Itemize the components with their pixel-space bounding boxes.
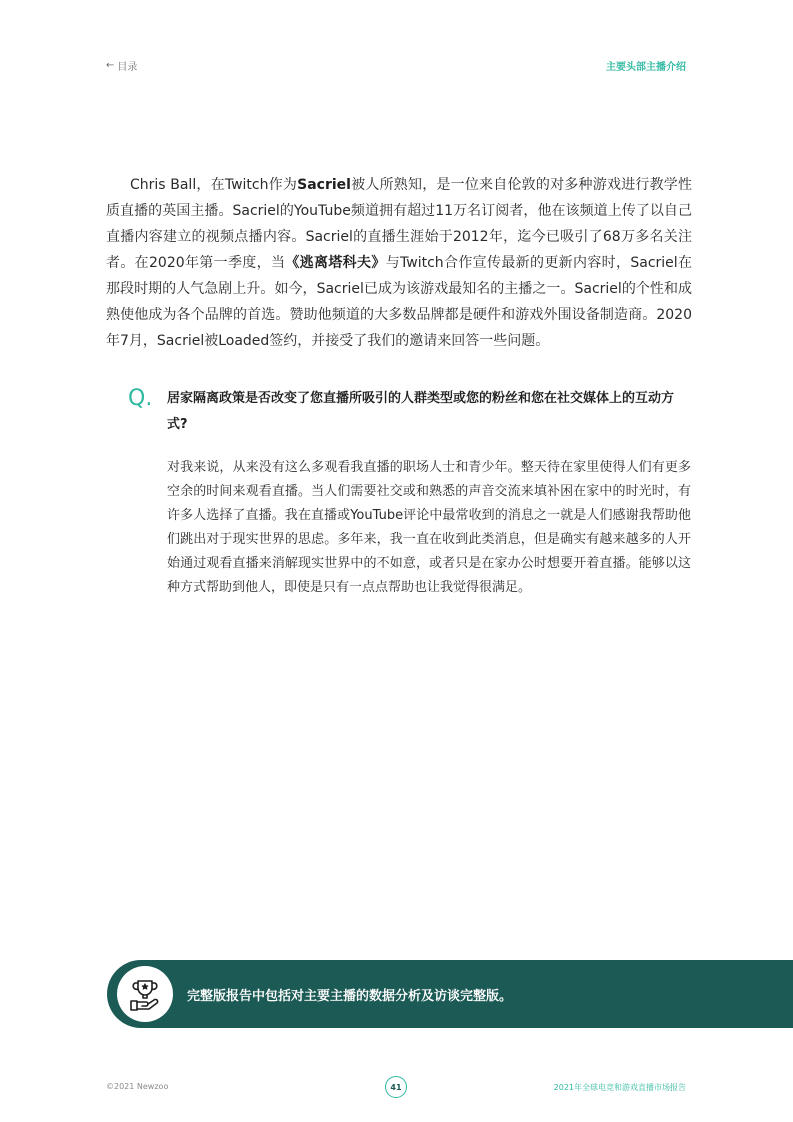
interview-answer: 对我来说，从来没有这么多观看我直播的职场人士和青少年。整天待在家里使得人们有更多空余的时间来观看直播。当人们需要社交或和熟悉的声音交流来填补困在家中的时光时，有许多人选择了直播。我在直播或YouTube评论中最常收到的消息之一就是人们感谢我帮助他们跳出对于现实世界的思虑。多年来，我一直在收到此类消息，但是确实有越来越多的人开始通过观看直播来消解现实世界中的不如意，或者只是在家办公时想要开着直播。能够以这种方式帮助到他人，即使是只有一点点帮助也让我觉得很满足。 — [167, 460, 691, 595]
report-title: 2021年全球电竞和游戏直播市场报告 — [553, 1083, 686, 1092]
back-to-contents-link[interactable] — [106, 58, 137, 73]
interview-question: 居家隔离政策是否改变了您直播所吸引的人群类型或您的粉丝和您在社交媒体上的互动方式? — [167, 391, 675, 432]
intro-game-title-bold: 《逃离塔科夫》 — [285, 255, 386, 271]
arrow-left-icon: ← — [106, 60, 115, 71]
full-report-banner — [107, 960, 793, 1028]
question-mark-label: Q. — [128, 386, 153, 411]
intro-text-3: 与Twitch合作宣传最新的更新内容时，Sacriel在那段时期的人气急剧上升。如今，Sacriel已成为该游戏最知名的主播之一。Sacriel的个性和成熟使他成为各个品牌的首选。赞助他频道的大多数品牌都是硬件和游戏外围设备制造商。2020年7月，Sacriel被Loaded签约，并接受了我们的邀请来回答一些问题。 — [106, 255, 692, 349]
intro-text-2: 被人所熟知，是一位来自伦敦的对多种游戏进行教学性质直播的英国主播。Sacriel的YouTube频道拥有超过11万名订阅者，他在该频道上传了以自己直播内容建立的视频点播内容。Sacriel的直播生涯始于2012年，迄今已吸引了68万多名关注者。在2020年第一季度，当 — [106, 177, 692, 271]
intro-text-1: Chris Ball，在Twitch作为 — [130, 177, 298, 193]
copyright: ©2021 Newzoo — [106, 1082, 169, 1091]
intro-name-bold: Sacriel — [297, 177, 351, 193]
banner-text: 完整版报告中包括对主要主播的数据分析及访谈完整版。 — [187, 988, 513, 1004]
page-number: 41 — [385, 1076, 407, 1098]
contents-label: 目录 — [117, 62, 138, 73]
trophy-hand-icon — [117, 966, 173, 1022]
intro-paragraph — [106, 172, 692, 354]
section-title: 主要头部主播介绍 — [606, 62, 686, 73]
